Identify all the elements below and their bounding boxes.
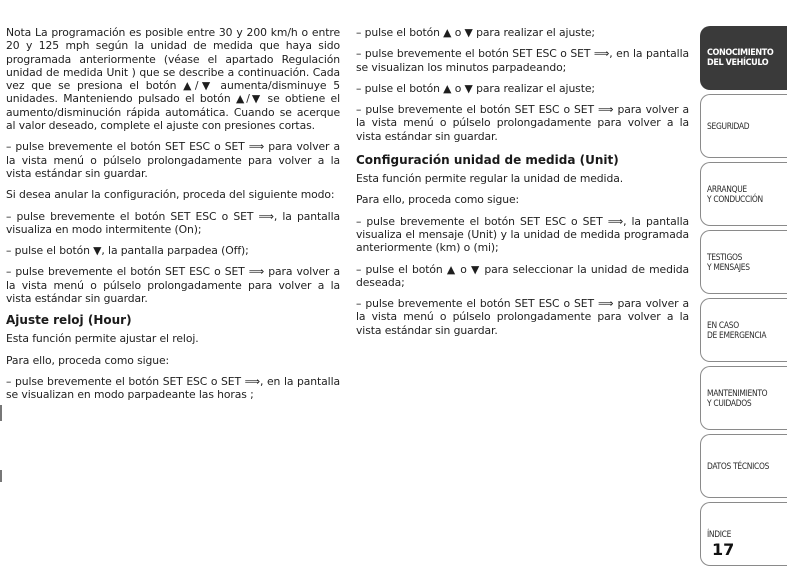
left-column-paragraph: – pulse el botón ▼, la pantalla parpadea (Off); bbox=[6, 244, 249, 258]
section-tab-6[interactable]: MANTENIMIENTO Y CUIDADOS bbox=[700, 366, 787, 430]
left-column-paragraph: Para ello, proceda como sigue: bbox=[6, 353, 170, 367]
left-column-paragraph: – pulse brevemente el botón SET ESC o SET ⟹ para volver a la vista menú o púlselo prolongadamente para volver a la vista estándar sin guardar. bbox=[6, 265, 340, 306]
middle-column-paragraph: – pulse el botón ▲ o ▼ para realizar el ajuste; bbox=[356, 81, 595, 95]
section-tab-4[interactable]: TESTIGOS Y MENSAJES bbox=[700, 230, 787, 294]
middle-column-paragraph: Esta función permite regular la unidad de medida. bbox=[356, 172, 624, 186]
left-column-paragraph: – pulse brevemente el botón SET ESC o SET ⟹, la pantalla visualiza en modo intermitente (On); bbox=[6, 209, 340, 236]
left-column bbox=[6, 26, 340, 410]
middle-column-paragraph: – pulse brevemente el botón SET ESC o SET ⟹ para volver a la vista menú o púlselo prolongadamente para volver a la vista estándar sin guardar. bbox=[356, 103, 689, 143]
section-tab-1[interactable]: CONOCIMIENTO DEL VEHÍCULO bbox=[700, 26, 787, 90]
margin-bar-top bbox=[0, 405, 2, 421]
section-tab-8[interactable]: ÍNDICE bbox=[700, 502, 787, 566]
middle-column-paragraph: – pulse brevemente el botón SET ESC o SET ⟹, la pantalla visualiza el mensaje (Unit) y la unidad de medida programada anteriormente (km) o (mi); bbox=[356, 214, 689, 255]
left-column-paragraph: – pulse brevemente el botón SET ESC o SET ⟹ para volver a la vista menú o púlselo prolongadamente para volver a la vista estándar sin guardar. bbox=[6, 140, 340, 180]
left-column-paragraph: Si desea anular la configuración, proceda del siguiente modo: bbox=[6, 188, 335, 202]
middle-column-paragraph: Para ello, proceda como sigue: bbox=[356, 193, 520, 207]
middle-column-paragraph: – pulse brevemente el botón SET ESC o SET ⟹, en la pantalla se visualizan los minutos parpadeando; bbox=[356, 47, 689, 74]
section-tab-7[interactable]: DATOS TÉCNICOS bbox=[700, 434, 787, 498]
section-tab-3[interactable]: ARRANQUE Y CONDUCCIÓN bbox=[700, 162, 787, 226]
left-column-paragraph: Nota La programación es posible entre 30 y 200 km/h o entre 20 y 125 mph según la unidad de medida que haya sido programada anteriormente (véase el apartado Regulación unidad de medida Unit ) que se describe a continuación. Cada vez que se presiona el botón ▲/▼ aumenta/disminuye 5 unidades. Manteniendo pulsado el botón ▲/▼ se obtiene el aumento/disminución rápida automática. Cuando se acerque al valor deseado, complete el ajuste con presiones cortas. bbox=[6, 26, 340, 133]
page-number: 17 bbox=[712, 540, 735, 559]
middle-column-paragraph: – pulse el botón ▲ o ▼ para seleccionar la unidad de medida deseada; bbox=[356, 262, 689, 289]
section-tab-2[interactable]: SEGURIDAD bbox=[700, 94, 787, 158]
left-column-paragraph: Esta función permite ajustar el reloj. bbox=[6, 332, 199, 346]
middle-column-paragraph: – pulse brevemente el botón SET ESC o SET ⟹ para volver a la vista menú o púlselo prolongadamente para volver a la vista estándar sin guardar. bbox=[356, 297, 689, 337]
middle-column bbox=[356, 26, 689, 345]
middle-column-paragraph: – pulse el botón ▲ o ▼ para realizar el ajuste; bbox=[356, 26, 595, 39]
margin-bar-bottom bbox=[0, 470, 2, 482]
left-column-paragraph: – pulse brevemente el botón SET ESC o SET ⟹, en la pantalla se visualizan en modo parpadeante las horas ; bbox=[6, 374, 340, 402]
section-tabs bbox=[700, 26, 787, 570]
middle-column-heading: Configuración unidad de medida (Unit) bbox=[356, 153, 619, 168]
section-tab-5[interactable]: EN CASO DE EMERGENCIA bbox=[700, 298, 787, 362]
left-column-heading: Ajuste reloj (Hour) bbox=[6, 313, 132, 328]
